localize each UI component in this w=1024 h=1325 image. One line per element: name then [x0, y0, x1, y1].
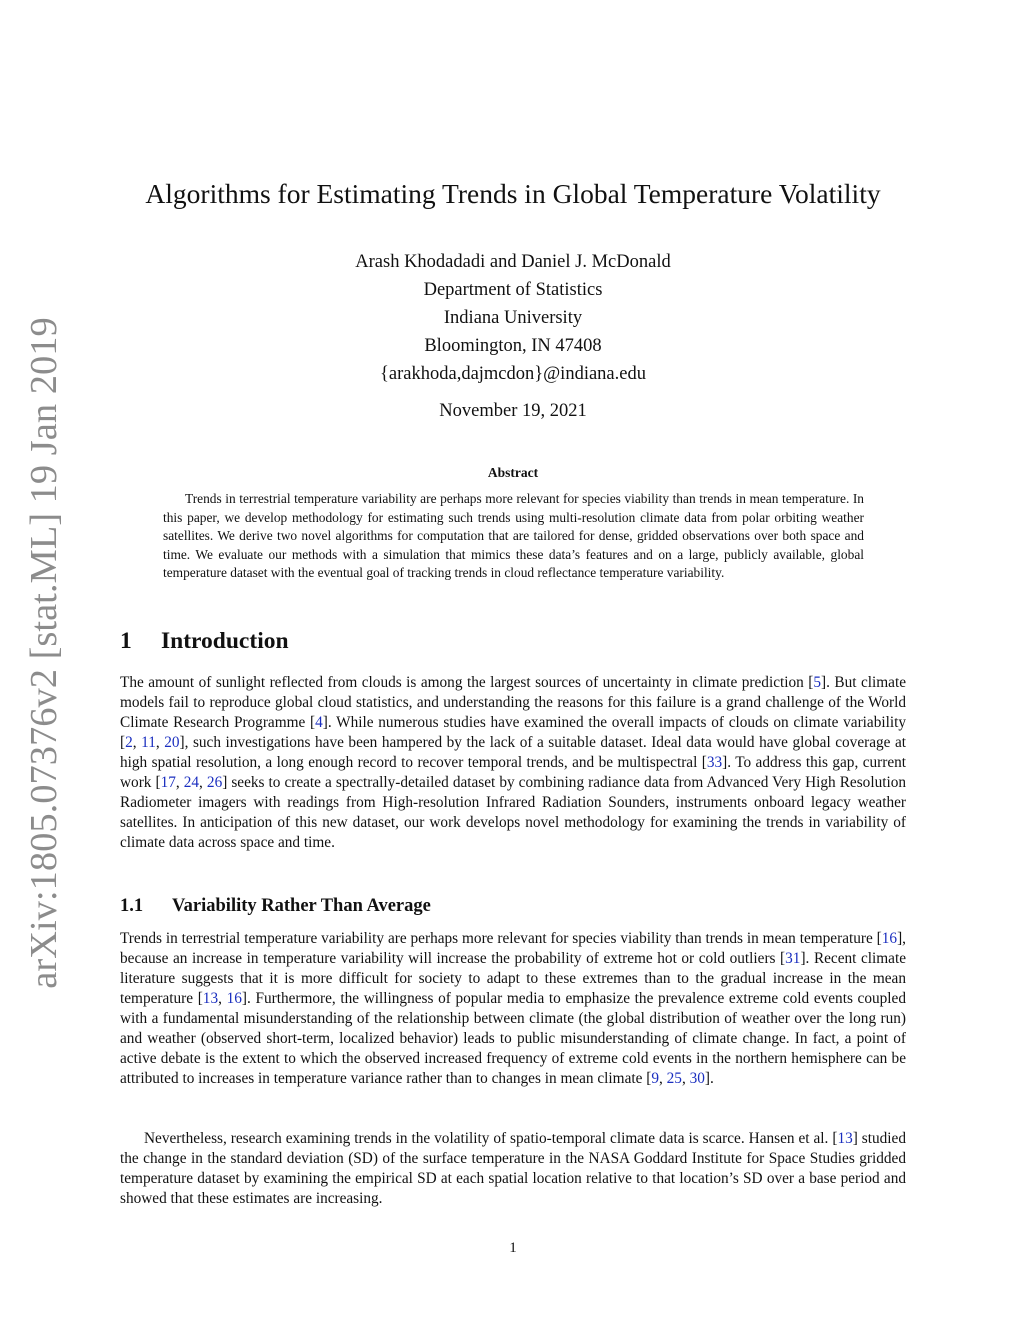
abstract-body: Trends in terrestrial temperature variability are perhaps more relevant for species viability than trends in mean temperature. In this paper, we develop methodology for estimating such trends using multi-resolution climate data from polar orbiting weather satellites. We derive two novel algorithms for computation that are tailored for dense, gridded observations over both space and time. We evaluate our methods with a simulation that mimics these data’s features and on a large, publicly available, global temperature dataset with the eventual goal of tracking trends in cloud reflectance temperature variability.: [163, 491, 864, 581]
department: Department of Statistics: [423, 280, 603, 300]
citation-link[interactable]: 24: [183, 774, 200, 791]
university: Indiana University: [443, 308, 583, 328]
introduction-paragraph: The amount of sunlight reflected from clouds is among the largest sources of uncertainty in climate prediction [5]. But climate models fail to reproduce global cloud statistics, and understanding the reasons for this failure is a grand challenge of the World Climate Research Programme [4]. While numerous studies have examined the overall impacts of clouds on climate variability [2, 11, 20], such investigations have been hampered by the lack of a suitable dataset. Ideal data would have global coverage at high spatial resolution, a long enough record to recover temporal trends, and be multispectral [33]. To address this gap, current work [17, 24, 26] seeks to create a spectrally-detailed dataset by combining radiance data from Advanced Very High Resolution Radiometer imagers with readings from High-resolution Infrared Radiation Sounders, instruments onboard legacy weather satellites. In anticipation of this new dataset, our work develops novel methodology for examining the trends in variability of climate data across space and time.: [120, 674, 907, 851]
citation-link[interactable]: 33: [706, 754, 723, 771]
variability-paragraph: Trends in terrestrial temperature variability are perhaps more relevant for species viability than trends in mean temperature [16], because an increase in temperature variability will increase the probability of extreme hot or cold outliers [31]. Recent climate literature suggests that it is more difficult for society to adapt to these extremes than to the gradual increase in the mean temperature [13, 16]. Furthermore, the willingness of popular media to emphasize the prevalence extreme cold events coupled with a fundamental misunderstanding of the relationship between climate (the global distribution of weather over the long run) and weather (observed short-term, localized behavior) leads to public misunderstanding of climate change. In fact, a point of active debate is the extent to which the observed increased frequency of extreme cold events in the northern hemisphere can be attributed to increases in temperature variance rather than to changes in mean climate [9, 25, 30].: [120, 930, 906, 1087]
section-heading-introduction: [120, 628, 289, 655]
section-number: 1: [120, 628, 132, 654]
hansen-paragraph: Nevertheless, research examining trends in the volatility of spatio-temporal climate data is scarce. Hansen et al. [13] studied the change in the standard deviation (SD) of the surface temperature in the NASA Goddard Institute for Space Studies gridded temperature dataset by examining the empirical SD at each spatial location relative to that location’s SD over a base period and showed that these estimates are increasing.: [120, 1130, 906, 1207]
citation-link[interactable]: 4: [315, 714, 323, 731]
citation-link[interactable]: 11: [141, 734, 156, 751]
citation-link[interactable]: 31: [785, 950, 801, 967]
paper-date: November 19, 2021: [439, 401, 587, 421]
location: Bloomington, IN 47408: [424, 336, 602, 356]
citation-link[interactable]: 13: [202, 990, 219, 1007]
author-block: [120, 248, 906, 388]
paper-title: Algorithms for Estimating Trends in Global Temperature Volatility: [145, 178, 881, 209]
abstract-heading: Abstract: [487, 465, 539, 480]
citation-link[interactable]: 17: [160, 774, 176, 791]
citation-link[interactable]: 2: [125, 734, 133, 751]
arxiv-identifier: arXiv:1805.07376v2 [stat.ML] 19 Jan 2019: [23, 317, 65, 989]
citation-link[interactable]: 13: [837, 1130, 853, 1147]
subsection-number: 1.1: [120, 896, 144, 916]
authors: Arash Khodadadi and Daniel J. McDonald: [355, 252, 671, 272]
emails: {arakhoda,dajmcdon}@indiana.edu: [380, 364, 646, 384]
citation-link[interactable]: 26: [206, 774, 223, 791]
citation-link[interactable]: 25: [666, 1070, 682, 1087]
citation-link[interactable]: 16: [881, 930, 898, 947]
page-number: 1: [509, 1240, 517, 1256]
subsection-heading-variability: [120, 896, 431, 917]
section-title: Introduction: [161, 628, 289, 654]
citation-link[interactable]: 30: [689, 1070, 705, 1087]
citation-link[interactable]: 20: [164, 734, 180, 751]
citation-link[interactable]: 9: [651, 1070, 659, 1087]
citation-link[interactable]: 16: [226, 990, 242, 1007]
citation-link[interactable]: 5: [813, 674, 822, 691]
subsection-title: Variability Rather Than Average: [172, 896, 431, 916]
